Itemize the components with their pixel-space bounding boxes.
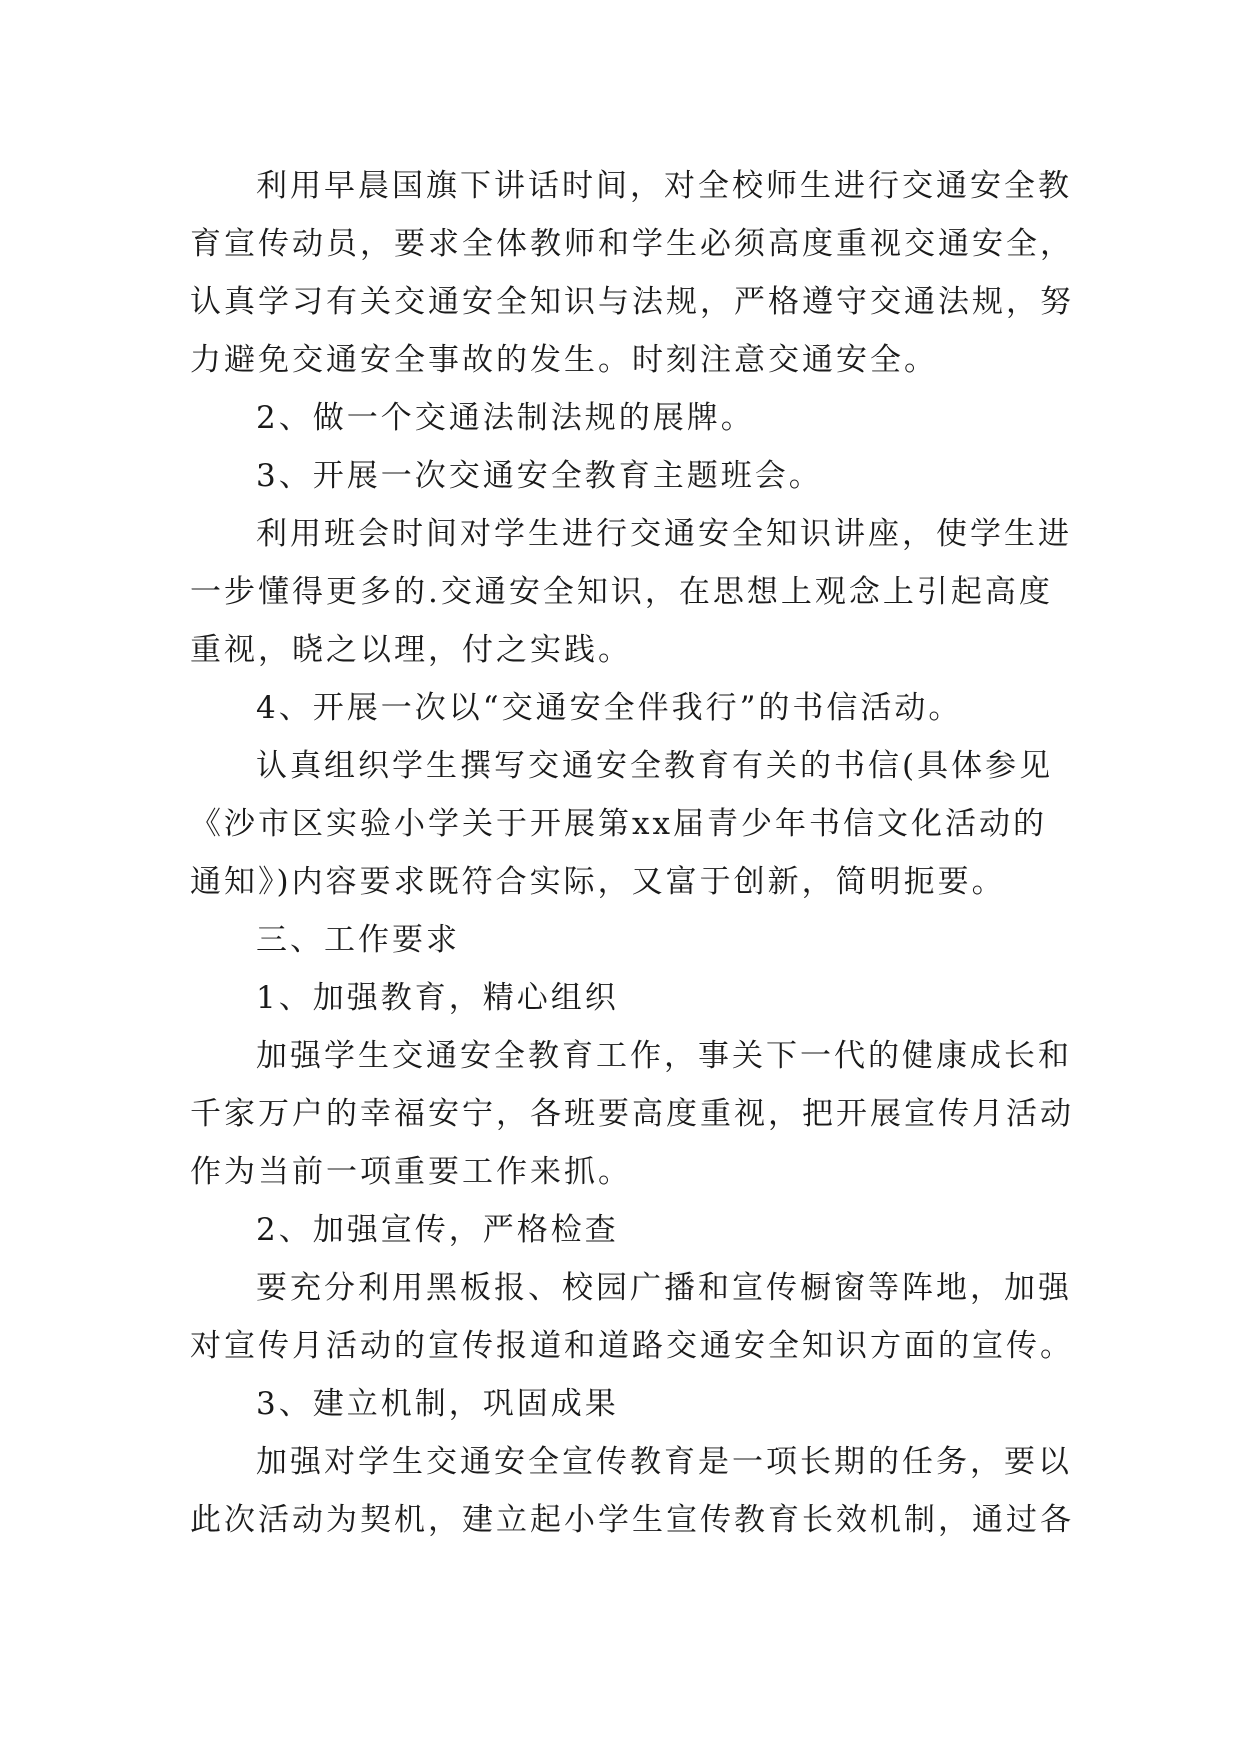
subsection-heading: 2、加强宣传，严格检查 [256,1212,619,1248]
text-line: 一步懂得更多的.交通安全知识，在思想上观念上引起高度 [190,574,1053,610]
text-line: 2、做一个交通法制法规的展牌。 [256,400,755,436]
text-line: 利用早晨国旗下讲话时间，对全校师生进行交通安全教 [256,168,1072,204]
text-line: 4、开展一次以“交通安全伴我行”的书信活动。 [256,690,963,726]
subsection-heading: 3、建立机制，巩固成果 [256,1386,619,1422]
text-line: 要充分利用黑板报、校园广播和宣传橱窗等阵地，加强 [256,1270,1072,1306]
text-line: 加强学生交通安全教育工作，事关下一代的健康成长和 [256,1038,1072,1074]
text-line: 认真组织学生撰写交通安全教育有关的书信(具体参见 [256,748,1054,784]
text-line: 加强对学生交通安全宣传教育是一项长期的任务，要以 [256,1444,1072,1480]
text-line: 通知》)内容要求既符合实际，又富于创新，简明扼要。 [190,864,1006,900]
text-line: 对宣传月活动的宣传报道和道路交通安全知识方面的宣传。 [190,1328,1074,1364]
text-line: 力避免交通安全事故的发生。时刻注意交通安全。 [190,342,938,378]
text-line: 育宣传动员，要求全体教师和学生必须高度重视交通安全， [190,226,1074,262]
text-line: 3、开展一次交通安全教育主题班会。 [256,458,823,494]
text-line: 作为当前一项重要工作来抓。 [190,1154,632,1190]
document-body [190,157,1074,1549]
text-line: 重视，晓之以理，付之实践。 [190,632,632,668]
text-line: 此次活动为契机，建立起小学生宣传教育长效机制，通过各 [190,1502,1074,1538]
text-line: 千家万户的幸福安宁，各班要高度重视，把开展宣传月活动 [190,1096,1074,1132]
subsection-heading: 1、加强教育，精心组织 [256,980,619,1016]
section-heading: 三、工作要求 [256,922,460,958]
text-line: 认真学习有关交通安全知识与法规，严格遵守交通法规，努 [190,284,1074,320]
text-line: 利用班会时间对学生进行交通安全知识讲座，使学生进 [256,516,1072,552]
text-line: 《沙市区实验小学关于开展第xx届青少年书信文化活动的 [190,806,1047,842]
